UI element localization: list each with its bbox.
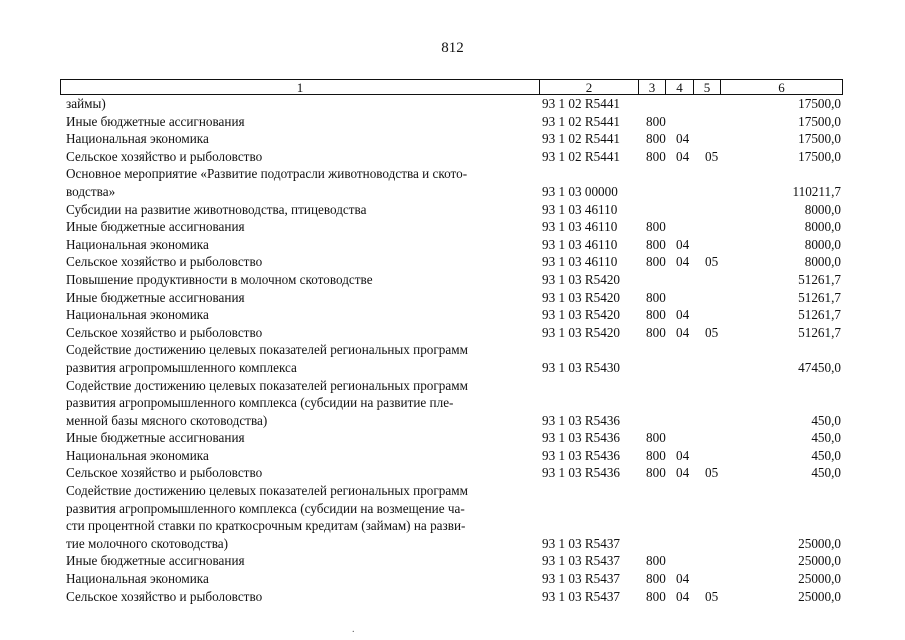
table-header [60,79,843,95]
row-name-line: Иные бюджетные ассигнования [66,289,245,305]
row-name-line: Содействие достижению целевых показателей региональных программ [66,377,468,393]
row-code: 93 1 03 R5430 [542,359,621,375]
row-name-line: Основное мероприятие «Развитие подотрасли животноводства и ското- [66,166,468,182]
row-name-line: тие молочного скотоводства) [66,535,228,551]
header-col-6: 6 [720,80,842,94]
row-code: 93 1 02 R5441 [542,131,621,147]
row-amount: 8000,0 [804,201,841,217]
table-row [0,464,905,482]
row-section: 04 [676,148,690,164]
row-subsection: 05 [705,465,719,481]
row-subsection: 05 [705,588,719,604]
row-amount: 47450,0 [798,359,841,375]
row-code: 93 1 03 R5436 [542,430,621,446]
row-name [66,570,536,588]
table-row [0,570,905,588]
row-name-line: развития агропромышленного комплекса [66,359,297,375]
row-amount: 8000,0 [804,219,841,235]
row-name-line: Национальная экономика [66,236,209,252]
table-row [0,95,905,113]
row-section: 04 [676,324,690,340]
row-name-line: развития агропромышленного комплекса (субсидии на возмещение ча- [66,500,465,516]
header-col-3: 3 [638,80,665,94]
row-code: 93 1 03 R5437 [542,588,621,604]
row-section: 04 [676,254,690,270]
row-subsection: 05 [705,324,719,340]
row-amount: 51261,7 [798,289,841,305]
table-row [0,341,905,376]
table-row [0,148,905,166]
row-expense-type: 800 [646,131,666,147]
row-name-line: Иные бюджетные ассигнования [66,113,245,129]
row-code: 93 1 03 R5420 [542,271,621,287]
row-name [66,289,536,307]
row-section: 04 [676,131,690,147]
table-row [0,165,905,200]
row-expense-type: 800 [646,236,666,252]
row-expense-type: 800 [646,254,666,270]
row-name [66,113,536,131]
row-amount: 17500,0 [798,96,841,111]
table-row [0,113,905,131]
row-name-line: Национальная экономика [66,571,209,587]
row-amount: 25000,0 [798,571,841,587]
table-row [0,289,905,307]
row-name [66,271,536,289]
row-amount: 110211,7 [792,183,841,199]
header-col-1: 1 [296,80,304,95]
row-name [66,552,536,570]
row-name [66,306,536,324]
row-name [66,341,536,376]
row-expense-type: 800 [646,113,666,129]
row-code: 93 1 03 46110 [542,219,618,235]
row-code: 93 1 03 46110 [542,254,618,270]
row-name [66,447,536,465]
row-name [66,588,536,606]
row-name-line: Содействие достижению целевых показателей региональных программ [66,342,468,358]
header-col-2: 2 [539,80,638,94]
row-name [66,253,536,271]
row-amount: 8000,0 [804,254,841,270]
table-row [0,253,905,271]
row-amount: 450,0 [811,430,841,446]
row-expense-type: 800 [646,148,666,164]
row-name-line: Сельское хозяйство и рыболовство [66,148,263,164]
row-subsection: 05 [705,148,719,164]
row-amount: 450,0 [811,465,841,481]
table-row [0,306,905,324]
row-code: 93 1 03 R5420 [542,307,621,323]
row-amount: 25000,0 [798,535,841,551]
row-expense-type: 800 [646,219,666,235]
row-amount: 8000,0 [804,236,841,252]
row-amount: 51261,7 [798,271,841,287]
row-section: 04 [676,307,690,323]
row-code: 93 1 03 R5436 [542,412,621,428]
row-name-line: Национальная экономика [66,447,209,463]
page-number: 812 [441,40,464,56]
table-row [0,201,905,219]
row-amount: 17500,0 [798,131,841,147]
row-code: 93 1 03 R5420 [542,324,621,340]
row-name [66,201,536,219]
row-code: 93 1 03 R5437 [542,535,621,551]
row-name-line: Субсидии на развитие животноводства, птицеводства [66,201,367,217]
row-subsection: 05 [705,254,719,270]
row-amount: 51261,7 [798,307,841,323]
row-section: 04 [676,571,690,587]
table-row [0,429,905,447]
table-row [0,218,905,236]
row-name-line: займы) [66,96,106,111]
row-name-line: Иные бюджетные ассигнования [66,430,245,446]
row-amount: 450,0 [811,447,841,463]
row-name [66,236,536,254]
row-code: 93 1 03 46110 [542,201,618,217]
table-row [0,236,905,254]
row-amount: 51261,7 [798,324,841,340]
row-code: 93 1 03 R5437 [542,553,621,569]
row-amount: 25000,0 [798,588,841,604]
row-expense-type: 800 [646,307,666,323]
row-name-line: развития агропромышленного комплекса (субсидии на развитие пле- [66,395,454,411]
row-name-line: менной базы мясного скотоводства) [66,412,268,428]
row-expense-type: 800 [646,553,666,569]
row-name [66,95,536,113]
row-name [66,165,536,200]
table-row [0,482,905,552]
row-name [66,130,536,148]
row-code: 93 1 02 R5441 [542,96,621,111]
row-name-line: Сельское хозяйство и рыболовство [66,588,263,604]
row-name [66,464,536,482]
row-name-line: Сельское хозяйство и рыболовство [66,254,263,270]
row-amount: 25000,0 [798,553,841,569]
row-name-line: Сельское хозяйство и рыболовство [66,465,263,481]
row-name [66,148,536,166]
row-name-line: Национальная экономика [66,131,209,147]
row-code: 93 1 03 46110 [542,236,618,252]
row-name-line: сти процентной ставки по краткосрочным кредитам (займам) на разви- [66,518,466,534]
row-name-line: Иные бюджетные ассигнования [66,219,245,235]
row-name-line: Национальная экономика [66,307,209,323]
row-code: 93 1 02 R5441 [542,113,621,129]
header-col-4: 4 [665,80,693,94]
row-section: 04 [676,465,690,481]
table-row [0,552,905,570]
row-name-line: Иные бюджетные ассигнования [66,553,245,569]
table-row [0,324,905,342]
row-section: 04 [676,588,690,604]
row-expense-type: 800 [646,430,666,446]
row-code: 93 1 03 R5436 [542,447,621,463]
row-expense-type: 800 [646,588,666,604]
row-code: 93 1 03 R5437 [542,571,621,587]
row-section: 04 [676,447,690,463]
row-amount: 17500,0 [798,113,841,129]
row-expense-type: 800 [646,447,666,463]
header-col-5: 5 [693,80,720,94]
row-amount: 17500,0 [798,148,841,164]
row-name [66,377,536,430]
row-name [66,429,536,447]
scan-mark: . [352,624,355,635]
table-row [0,588,905,606]
row-name [66,324,536,342]
row-expense-type: 800 [646,465,666,481]
row-name [66,218,536,236]
row-code: 93 1 03 R5420 [542,289,621,305]
row-name-line: водства» [66,183,116,199]
table-row [0,271,905,289]
row-code: 93 1 03 00000 [542,183,618,199]
row-name-line: Сельское хозяйство и рыболовство [66,324,263,340]
table-row [0,130,905,148]
row-expense-type: 800 [646,324,666,340]
table-body [0,95,905,605]
row-code: 93 1 03 R5436 [542,465,621,481]
row-section: 04 [676,236,690,252]
row-name [66,482,536,552]
row-name-line: Содействие достижению целевых показателей региональных программ [66,483,468,499]
row-code: 93 1 02 R5441 [542,148,621,164]
table-row [0,377,905,430]
table-row [0,447,905,465]
row-name-line: Повышение продуктивности в молочном скотоводстве [66,271,373,287]
row-expense-type: 800 [646,289,666,305]
row-amount: 450,0 [811,412,841,428]
row-expense-type: 800 [646,571,666,587]
